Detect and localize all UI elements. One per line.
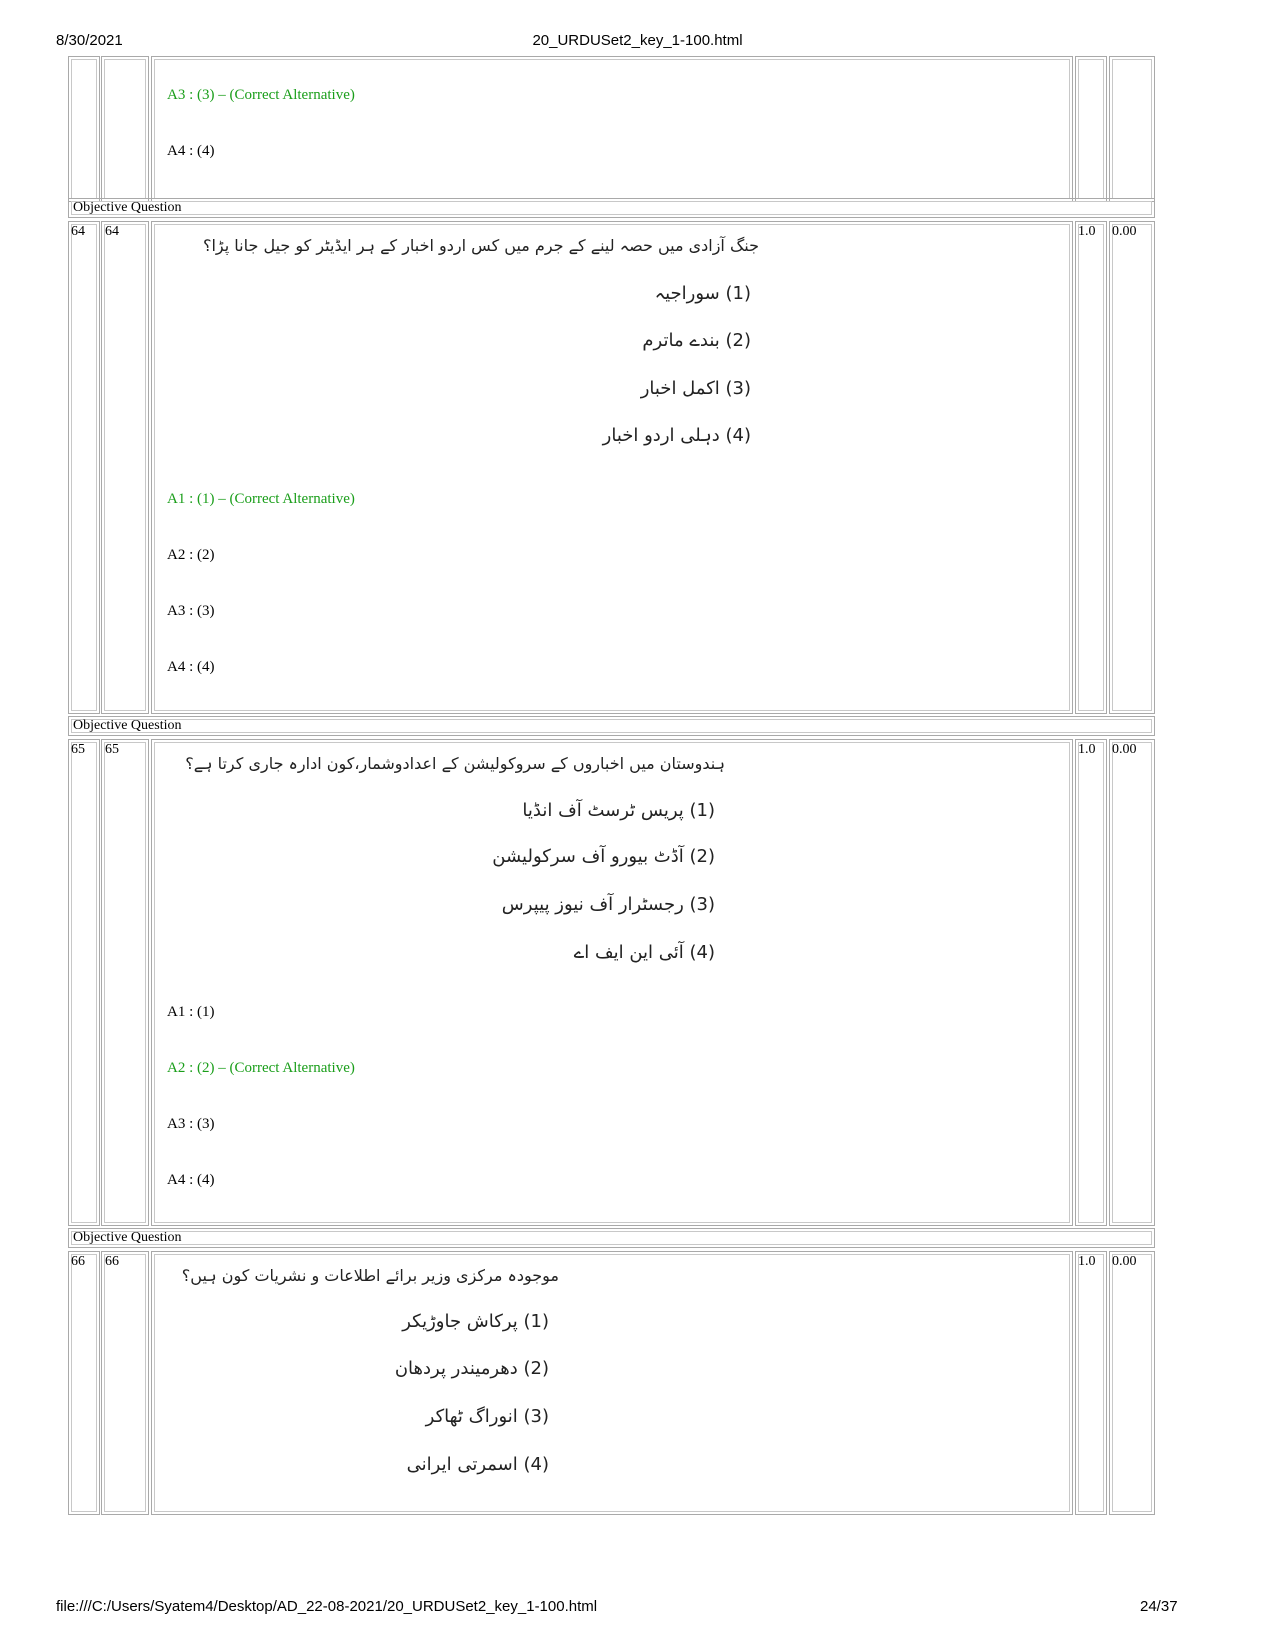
option-text: (4) آئی این ایف اے <box>573 942 715 963</box>
serial-number: 64 <box>71 224 85 239</box>
option-text: (4) دہلی اردو اخبار <box>602 425 751 446</box>
option-text: (2) بندے ماترم <box>642 330 751 351</box>
question-type-bar <box>68 198 1155 218</box>
marks-value: 1.0 <box>1078 742 1096 757</box>
marks-value: 1.0 <box>1078 1254 1096 1269</box>
question-cell <box>151 56 1073 202</box>
document-title: 20_URDUSet2_key_1-100.html <box>532 32 743 49</box>
answer-option: A3 : (3) – (Correct Alternative) <box>167 87 355 103</box>
question-id: 65 <box>105 742 119 757</box>
option-text: (3) انوراگ ٹھاکر <box>425 1406 549 1427</box>
print-date: 8/30/2021 <box>56 32 123 49</box>
negative-marks-value: 0.00 <box>1112 224 1137 239</box>
page-number: 24/37 <box>1140 1598 1178 1615</box>
qid-cell <box>101 56 149 202</box>
sno-cell <box>68 1251 100 1515</box>
serial-number: 65 <box>71 742 85 757</box>
qid-cell <box>101 1251 149 1515</box>
question-type-bar <box>68 716 1155 736</box>
question-cell <box>151 1251 1073 1515</box>
marks-cell <box>1075 56 1107 202</box>
answer-option: A2 : (2) – (Correct Alternative) <box>167 1060 355 1076</box>
negative-cell <box>1109 221 1155 714</box>
answer-option: A2 : (2) <box>167 547 215 563</box>
answer-option: A1 : (1) – (Correct Alternative) <box>167 491 355 507</box>
option-text: (1) پرکاش جاوڑیکر <box>402 1311 549 1332</box>
answer-option: A4 : (4) <box>167 659 215 675</box>
marks-cell <box>1075 1251 1107 1515</box>
marks-cell <box>1075 221 1107 714</box>
option-text: (3) رجسٹرار آف نیوز پیپرس <box>501 894 715 915</box>
negative-marks-value: 0.00 <box>1112 742 1137 757</box>
option-text: (4) اسمرتی ایرانی <box>406 1454 549 1475</box>
question-text: موجودہ مرکزی وزیر برائے اطلاعات و نشریات کون ہیں؟ <box>181 1266 559 1285</box>
question-id: 66 <box>105 1254 119 1269</box>
question-type-label: Objective Question <box>73 1230 182 1245</box>
answer-option: A3 : (3) <box>167 1116 215 1132</box>
question-id: 64 <box>105 224 119 239</box>
question-type-label: Objective Question <box>73 718 182 733</box>
question-type-bar <box>68 1228 1155 1248</box>
question-cell <box>151 221 1073 714</box>
qid-cell <box>101 739 149 1226</box>
file-url: file:///C:/Users/Syatem4/Desktop/AD_22-08-2021/20_URDUSet2_key_1-100.html <box>56 1598 598 1615</box>
answer-option: A3 : (3) <box>167 603 215 619</box>
negative-cell <box>1109 1251 1155 1515</box>
answer-option: A1 : (1) <box>167 1004 215 1020</box>
marks-cell <box>1075 739 1107 1226</box>
option-text: (2) آڈٹ بیورو آف سرکولیشن <box>492 846 715 867</box>
negative-marks-value: 0.00 <box>1112 1254 1137 1269</box>
question-text: ہندوستان میں اخباروں کے سروکولیشن کے اعدادوشمار،کون ادارہ جاری کرتا ہے؟ <box>185 754 725 773</box>
question-type-label: Objective Question <box>73 200 182 215</box>
sno-cell <box>68 56 100 202</box>
option-text: (1) پریس ٹرسٹ آف انڈیا <box>522 800 715 821</box>
option-text: (1) سوراجیہ <box>654 283 751 304</box>
qid-cell <box>101 221 149 714</box>
sno-cell <box>68 739 100 1226</box>
marks-value: 1.0 <box>1078 224 1096 239</box>
answer-option: A4 : (4) <box>167 143 215 159</box>
negative-cell <box>1109 739 1155 1226</box>
question-text: جنگ آزادی میں حصہ لینے کے جرم میں کس اردو اخبار کے ہر ایڈیٹر کو جیل جانا پڑا؟ <box>202 236 759 255</box>
option-text: (2) دھرمیندر پردھان <box>394 1358 549 1379</box>
sno-cell <box>68 221 100 714</box>
option-text: (3) اکمل اخبار <box>640 378 751 399</box>
negative-cell <box>1109 56 1155 202</box>
serial-number: 66 <box>71 1254 85 1269</box>
answer-option: A4 : (4) <box>167 1172 215 1188</box>
